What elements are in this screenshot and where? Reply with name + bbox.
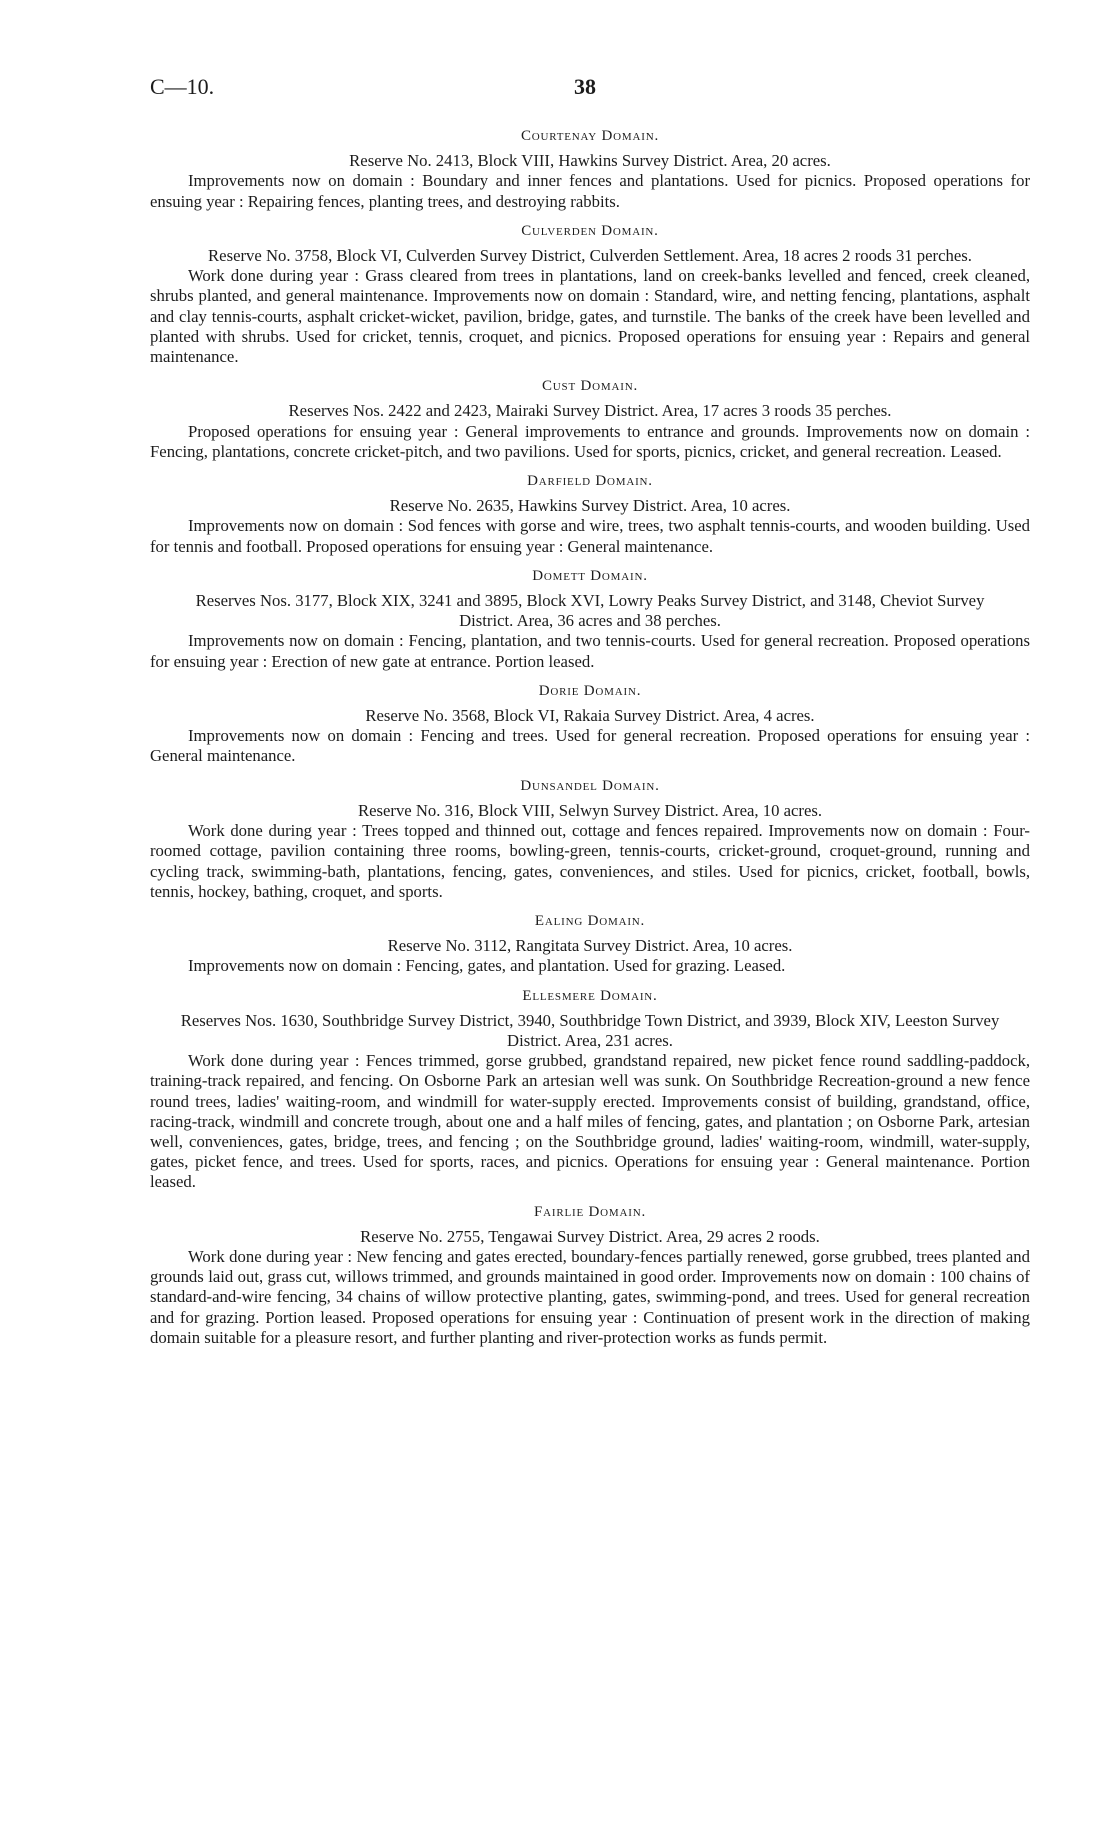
section-ealing-domain xyxy=(150,911,1030,977)
section-title: Domett Domain. xyxy=(532,567,648,584)
section-text: Proposed operations for ensuing year : General improvements to entrance and grounds. Improvements now on domain : Fencing, plantations, concrete cricket-pitch, and two pavilions. Used for sports, picnics, cricket, and general recreation. Leased. xyxy=(150,421,1030,461)
section-title: Courtenay Domain. xyxy=(520,128,660,144)
section-text: Improvements now on domain : Fencing and trees. Used for general recreation. Proposed operations for ensuing year : General maintenance. xyxy=(150,726,1030,766)
reserve-details: Reserves Nos. 1630, Southbridge Survey District, 3940, Southbridge Town District, and 3939, Block XIV, Leeston Survey District. Area, 231 acres. xyxy=(180,1010,1000,1050)
reserve-details: Reserve No. 316, Block VIII, Selwyn Survey District. Area, 10 acres. xyxy=(357,800,823,820)
reserve-details: Reserve No. 3568, Block VI, Rakaia Survey District. Area, 4 acres. xyxy=(365,706,815,726)
section-title: Dorie Domain. xyxy=(538,682,642,699)
reserve-details: Reserves Nos. 3177, Block XIX, 3241 and 3895, Block XVI, Lowry Peaks Survey District, and 3148, Cheviot Survey District. Area, 36 acres and 38 perches. xyxy=(195,591,985,631)
reserve-details: Reserve No. 3112, Rangitata Survey District. Area, 10 acres. xyxy=(387,936,793,956)
reserve-details: Reserve No. 2413, Block VIII, Hawkins Survey District. Area, 20 acres. xyxy=(349,151,831,171)
section-text: Work done during year : Grass cleared from trees in plantations, land on creek-banks levelled and fenced, creek cleaned, shrubs planted, and general maintenance. Improvements now on domain : Standard, wire, and netting fencing, plantations, asphalt and clay tennis-courts, asphalt cricket-wicket, pavilion, bridge, gates, and turnstile. The banks of the creek have been levelled and planted with shrubs. Used for cricket, tennis, croquet, and picnics. Proposed operations for ensuing year : Repairs and general maintenance. xyxy=(150,266,1030,367)
page-number: 38 xyxy=(574,74,596,99)
section-fairlie-domain xyxy=(150,1202,1030,1348)
section-text: Improvements now on domain : Fencing, gates, and plantation. Used for grazing. Leased. xyxy=(188,956,786,976)
reserve-details: Reserve No. 2635, Hawkins Survey District. Area, 10 acres. xyxy=(389,496,791,516)
section-title: Ellesmere Domain. xyxy=(522,987,658,1004)
section-text: Work done during year : Fences trimmed, gorse grubbed, grandstand repaired, new picket fence round saddling-paddock, training-track repaired, and fencing. On Osborne Park an artesian well was sunk. On Southbridge Recreation-ground a new fence round trees, ladies' waiting-room, and windmill for water-supply erected. Improvements consist of building, grandstand, office, racing-track, windmill and concrete trough, about one and a half miles of fencing, gates, and plantation ; on Osborne Park, artesian well, conveniences, gates, bridge, trees, and fencing ; on the Southbridge ground, ladies' waiting-room, windmill, water-supply, gates, picket fence, and trees. Used for sports, races, and picnics. Operations for ensuing year : General maintenance. Portion leased. xyxy=(150,1051,1030,1192)
section-ellesmere-domain xyxy=(150,986,1030,1193)
section-title: Culverden Domain. xyxy=(521,222,659,239)
section-dunsandel-domain xyxy=(150,776,1030,902)
section-title: Fairlie Domain. xyxy=(534,1203,646,1220)
reserve-details: Reserves Nos. 2422 and 2423, Mairaki Survey District. Area, 17 acres 3 roods 35 perches. xyxy=(288,401,892,421)
section-title: Darfield Domain. xyxy=(527,473,653,490)
section-text: Improvements now on domain : Boundary and inner fences and plantations. Used for picnics. Proposed operations for ensuing year : Repairing fences, planting trees, and destroying rabbits. xyxy=(150,171,1030,211)
section-text: Improvements now on domain : Fencing, plantation, and two tennis-courts. Used for general recreation. Proposed operations for ensuing year : Erection of new gate at entrance. Portion leased. xyxy=(150,631,1030,671)
section-domett-domain xyxy=(150,566,1030,672)
section-culverden-domain xyxy=(150,221,1030,367)
section-courtenay-domain xyxy=(150,126,1030,212)
section-text: Improvements now on domain : Sod fences with gorse and wire, trees, two asphalt tennis-courts, and wooden building. Used for tennis and football. Proposed operations for ensuing year : General maintenance. xyxy=(150,516,1030,556)
section-title: Ealing Domain. xyxy=(534,912,646,929)
reserve-details: Reserve No. 3758, Block VI, Culverden Survey District, Culverden Settlement. Area, 18 acres 2 roods 31 perches. xyxy=(208,246,972,266)
section-cust-domain xyxy=(150,376,1030,462)
document-reference: C—10. xyxy=(150,74,215,99)
reserve-details: Reserve No. 2755, Tengawai Survey District. Area, 29 acres 2 roods. xyxy=(360,1226,820,1246)
section-dorie-domain xyxy=(150,681,1030,767)
section-text: Work done during year : New fencing and gates erected, boundary-fences partially renewed, gorse grubbed, trees planted and grounds laid out, grass cut, willows trimmed, and grounds maintained in good order. Improvements now on domain : 100 chains of standard-and-wire fencing, 34 chains of willow protective planting, gates, swimming-pond, and trees. Used for general recreation and for grazing. Portion leased. Proposed operations for ensuing year : Continuation of present work in the direction of making domain suitable for a pleasure resort, and further planting and river-protection works as funds permit. xyxy=(150,1246,1030,1347)
section-darfield-domain xyxy=(150,471,1030,557)
report-body xyxy=(150,126,1030,1352)
section-text: Work done during year : Trees topped and thinned out, cottage and fences repaired. Improvements now on domain : Four-roomed cottage, pavilion containing three rooms, bowling-green, tennis-courts, cricket-ground, croquet-ground, running and cycling track, swimming-bath, plantations, fencing, gates, conveniences, and stiles. Used for picnics, cricket, football, bowls, tennis, hockey, bathing, croquet, and sports. xyxy=(150,821,1030,901)
section-title: Dunsandel Domain. xyxy=(520,777,660,794)
section-title: Cust Domain. xyxy=(542,378,638,395)
